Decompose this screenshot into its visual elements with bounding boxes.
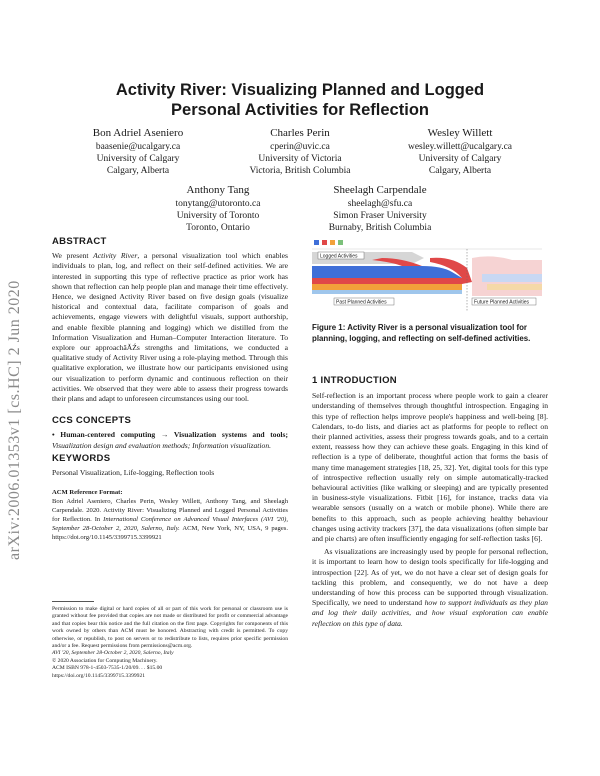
reference-part-2: ACM, New York, NY, USA, 9 pages. https://doi.org/10.1145/3399715.3399921 bbox=[52, 525, 288, 542]
reference-heading: ACM Reference Format: bbox=[52, 489, 123, 497]
abstract-tool-name: Activity River bbox=[93, 251, 138, 261]
legend-swatch bbox=[338, 240, 343, 245]
legend-swatch bbox=[330, 240, 335, 245]
author-location: Toronto, Ontario bbox=[186, 223, 250, 233]
reference-part-1: Bon Adriel Aseniero, Charles Perin, Wesley Willett, Anthony Tang, and Sheelagh Carpendale. 2020. Activity River: Visualizing Planned and Logged Personal Activities for Reflection. In bbox=[52, 498, 288, 524]
label-future: Future Planned Activities bbox=[474, 299, 530, 306]
introduction-heading: 1 INTRODUCTION bbox=[312, 375, 397, 386]
abstract-body: , a personal visualization tool which enables individuals to plan, log, and reflect on their self-defined activities. We are interested in supporting this type of reflective practice as prior work has shown that reflection can help people plan and manage their time effectively. Hence, we designed Activity River based on five design goals (visualize historical and contextual data, facilitate comparison of goals and achievements, engage viewers with delightful visuals, support authorship, and enable flexible planning and logging) which we distilled from the Information Visualization and Human–Computer Interaction literature. To explore our approachâĂŹs strengths and limitations, we conducted a qualitative study of Activity River using a role-playing method. Through this qualitative exploration, we illustrate how our participants envisioned using our visualization to perform dynamic and continuous reflection on their activities. We observed that they were able to assess their progress towards their plans and adapt to unforeseen circumstances using our tool. bbox=[52, 251, 288, 404]
logged-band-orange bbox=[312, 284, 462, 290]
legend-swatch bbox=[314, 240, 319, 245]
author-location: Calgary, Alberta bbox=[106, 166, 170, 176]
keywords-heading: KEYWORDS bbox=[52, 452, 111, 464]
isbn-line: ACM ISBN 978-1-4503-7535-1/20/09. . . $15.00 bbox=[52, 665, 163, 672]
author-location: Burnaby, British Columbia bbox=[328, 223, 432, 233]
logged-band-red bbox=[312, 278, 462, 284]
author-email: cperin@uvic.ca bbox=[270, 142, 330, 152]
author-name: Anthony Tang bbox=[186, 184, 250, 196]
author-email: tonytang@utoronto.ca bbox=[175, 199, 261, 209]
arxiv-stamp: arXiv:2006.01353v1 [cs.HC] 2 Jun 2020 bbox=[6, 280, 23, 560]
author-affiliation: University of Victoria bbox=[258, 154, 342, 164]
intro-p2-emphasis: how to support individuals as they plan and log their daily activities, and how visual exploration can enable reflection on this type of data. bbox=[312, 598, 548, 628]
author-email: sheelagh@sfu.ca bbox=[347, 199, 413, 209]
author-name: Wesley Willett bbox=[427, 127, 493, 139]
abstract-text bbox=[52, 251, 288, 404]
author-affiliation: University of Toronto bbox=[176, 211, 260, 221]
copyright-line: © 2020 Association for Computing Machinery. bbox=[52, 657, 158, 664]
author-name: Charles Perin bbox=[270, 127, 330, 139]
future-band-blue bbox=[482, 274, 542, 282]
keywords-text: Personal Visualization, Life-logging, Reflection tools bbox=[52, 468, 215, 478]
label-past: Past Planned Activities bbox=[336, 299, 387, 306]
label-logged: Logged Activities bbox=[320, 253, 358, 260]
author-block bbox=[58, 126, 218, 177]
doi-line: https://doi.org/10.1145/3399715.3399921 bbox=[52, 672, 146, 679]
reference-venue: International Conference on Advanced Visual Interfaces (AVI '20), September 28-October 2, 2020, Salerno, Italy. bbox=[52, 516, 288, 533]
right-column bbox=[312, 376, 548, 629]
ccs-text bbox=[52, 430, 288, 450]
author-name: Sheelagh Carpendale bbox=[333, 184, 427, 196]
author-affiliation: University of Calgary bbox=[96, 154, 180, 164]
intro-paragraph-1: Self-reflection is an important process where people work to gain a clearer understanding of themselves through thoughtful introspection. Engaging in this type of reflection helps improve people's happiness and well-being [8]. Calendars, to-do lists, and diaries act as platforms for people to reflect on their planned activities, assess their progress towards goals, and to a certain extent, reassess how they can achieve these goals. Engaging in this kind of reflection is a type of deliberate, thoughtful action that forms the basis of many time management strategies [18, 25, 32]. Yet, digital tools for this type of introspective reflection usually rely on simple automatically-tracked behavioural activities (like walking or sleeping) and are typically presented in business-style visualizations. Fitbit [16], for instance, tracks data via wearable sensors (usually on a watch or mobile phone). While there are benefits to this approach, such as people achieving healthy behaviour changes using activity trackers [37], the data visualizations (often simple bar and pie charts) are often insufficiently engaging for self-reflection tasks [6]. bbox=[312, 391, 548, 544]
ccs-bold: • Human-centered computing → Visualization systems and tools; bbox=[52, 430, 288, 440]
activity-river-figure bbox=[312, 238, 542, 312]
author-block bbox=[220, 126, 380, 177]
author-affiliation: Simon Fraser University bbox=[333, 211, 427, 221]
permission-text: Permission to make digital or hard copies of all or part of this work for personal or classroom use is granted without fee provided that copies are not made or distributed for profit or commercial advantage and that copies bear this notice and the full citation on the first page. Copyrights for components of this work owned by others than ACM must be honored. Abstracting with credit is permitted. To copy otherwise, or republish, to post on servers or to redistribute to lists, requires prior specific permission and/or a fee. Request permissions from permissions@acm.org. bbox=[52, 606, 288, 650]
paper-title bbox=[60, 80, 540, 120]
intro-p2-text: As visualizations are increasingly used by people for personal reflection, it is important to learn how to design tools specifically for life-logging and introspection [22]. As of yet, we do not have a clear set of design goals for tackling this problem, and consequently, we do not have a deep understanding of how this process can be supported through visualization. Specifically, we need to understand bbox=[312, 547, 548, 608]
logged-band-lightblue bbox=[312, 290, 462, 294]
ccs-italic: Visualization design and evaluation methods; Information visualization. bbox=[52, 440, 272, 450]
footnote-rule bbox=[52, 601, 94, 602]
author-affiliation: University of Calgary bbox=[418, 154, 502, 164]
author-name: Bon Adriel Aseniero bbox=[92, 127, 184, 139]
author-block bbox=[138, 183, 298, 234]
reference-text bbox=[52, 497, 288, 542]
abstract-heading: ABSTRACT bbox=[52, 236, 107, 247]
intro-paragraph-2 bbox=[312, 547, 548, 629]
future-region bbox=[472, 256, 542, 296]
title-line-1: Activity River: Visualizing Planned and Logged bbox=[115, 81, 485, 99]
logged-band-blue bbox=[312, 266, 462, 278]
permission-block bbox=[52, 606, 288, 680]
left-column bbox=[52, 237, 288, 542]
title-line-2: Personal Activities for Reflection bbox=[171, 101, 429, 119]
venue-line: AVI '20, September 28-October 2, 2020, Salerno, Italy bbox=[52, 650, 174, 657]
author-block bbox=[380, 126, 540, 177]
ccs-heading: CCS CONCEPTS bbox=[52, 415, 132, 427]
legend-swatch bbox=[322, 240, 327, 245]
author-location: Victoria, British Columbia bbox=[249, 166, 351, 176]
figure-caption: Figure 1: Activity River is a personal visualization tool for planning, logging, and reflecting on self-defined activities. bbox=[312, 323, 531, 343]
future-band-orange bbox=[487, 284, 542, 290]
author-email: baasenie@ucalgary.ca bbox=[95, 142, 181, 152]
author-location: Calgary, Alberta bbox=[428, 166, 492, 176]
author-block bbox=[300, 183, 460, 234]
author-email: wesley.willett@ucalgary.ca bbox=[407, 142, 513, 152]
abstract-intro: We present bbox=[52, 251, 94, 261]
